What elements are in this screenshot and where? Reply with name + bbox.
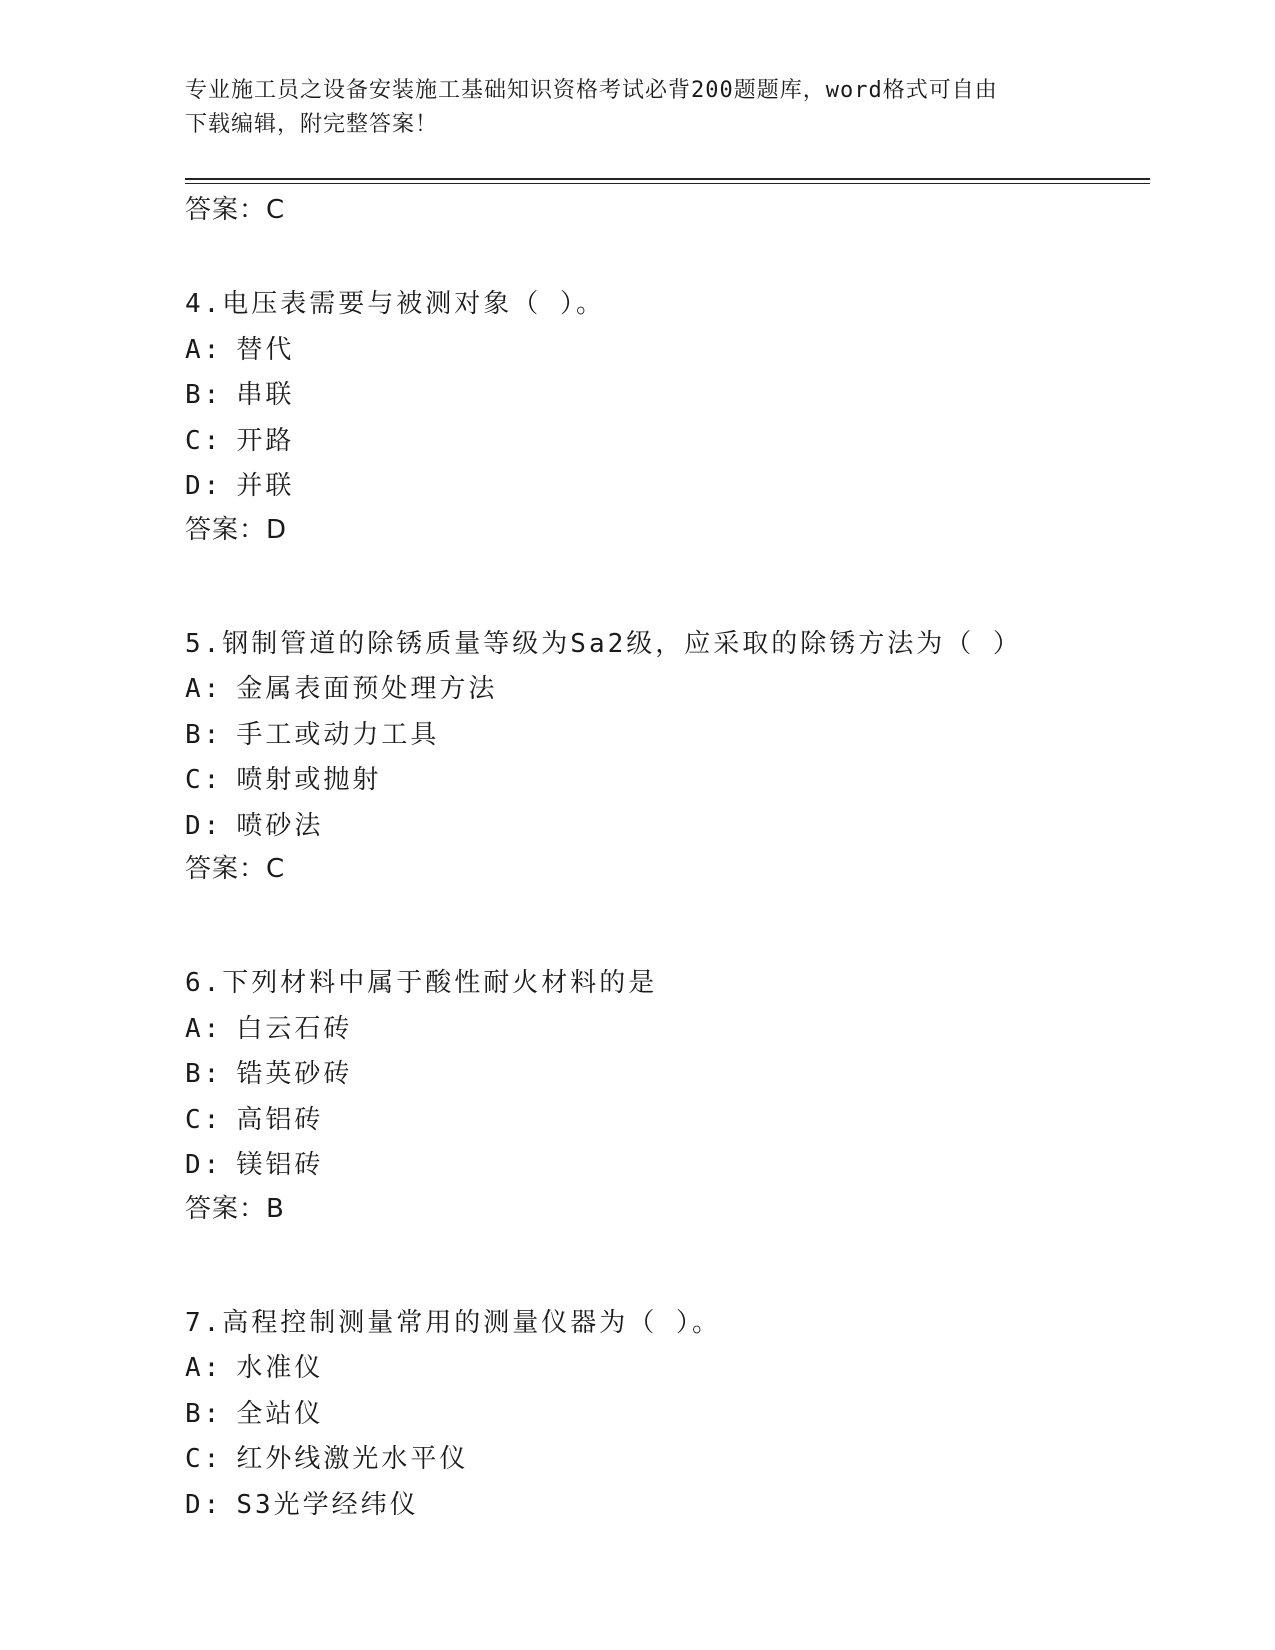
header-divider bbox=[185, 178, 1150, 180]
option-key: A: bbox=[185, 334, 223, 365]
option-text: 水准仪 bbox=[236, 1353, 324, 1383]
option-key: C: bbox=[185, 425, 223, 456]
option-key: D: bbox=[185, 471, 223, 501]
answer-option bbox=[185, 419, 1185, 465]
option-text: 锆英砂砖 bbox=[236, 1059, 353, 1089]
question-stem: 5.钢制管道的除锈质量等级为Sa2级，应采取的除锈方法为（ ） bbox=[185, 628, 1022, 659]
option-text: 并联 bbox=[236, 471, 295, 501]
option-key: A: bbox=[185, 1013, 223, 1044]
answer-option bbox=[185, 1346, 1185, 1392]
option-text: 喷射或抛射 bbox=[236, 765, 382, 795]
answer-option bbox=[185, 1098, 1185, 1144]
answer-line: 答案：C bbox=[185, 854, 286, 884]
answer-line: 答案：B bbox=[185, 1193, 285, 1224]
option-text: 金属表面预处理方法 bbox=[236, 674, 498, 704]
option-key: B: bbox=[185, 719, 223, 750]
option-key: D: bbox=[185, 810, 223, 841]
question-block bbox=[185, 1301, 1185, 1529]
option-key: C: bbox=[185, 1104, 223, 1135]
option-key: A: bbox=[185, 1353, 223, 1383]
option-text: 手工或动力工具 bbox=[236, 719, 440, 750]
answer-option bbox=[185, 1052, 1185, 1098]
answer-option bbox=[185, 1143, 1185, 1189]
option-text: 白云石砖 bbox=[236, 1013, 353, 1044]
answer-option bbox=[185, 1483, 1185, 1529]
option-text: 高铝砖 bbox=[236, 1104, 324, 1135]
answer-option bbox=[185, 667, 1185, 713]
option-key: B: bbox=[185, 1398, 223, 1429]
answer-option bbox=[185, 1007, 1185, 1053]
option-text: 串联 bbox=[236, 380, 295, 410]
answer-option bbox=[185, 758, 1185, 804]
header-line-2: 下载编辑，附完整答案！ bbox=[185, 112, 439, 137]
option-text: 镁铝砖 bbox=[236, 1150, 324, 1180]
answer-option bbox=[185, 464, 1185, 510]
question-block bbox=[185, 282, 1185, 550]
option-key: C: bbox=[185, 1444, 223, 1474]
option-key: D: bbox=[185, 1150, 223, 1180]
option-text: 喷砂法 bbox=[236, 810, 324, 841]
question-block bbox=[185, 622, 1185, 890]
question-stem: 4.电压表需要与被测对象（ ）。 bbox=[185, 289, 605, 319]
answer-line: 答案：C bbox=[185, 195, 286, 225]
answer-option bbox=[185, 373, 1185, 419]
answer-option bbox=[185, 1437, 1185, 1483]
option-key: B: bbox=[185, 380, 223, 410]
question-block bbox=[185, 961, 1185, 1229]
option-key: C: bbox=[185, 765, 223, 795]
question-list bbox=[185, 282, 1185, 1528]
header-line-1: 专业施工员之设备安装施工基础知识资格考试必背200题题库，word格式可自由 bbox=[185, 78, 998, 103]
option-text: 替代 bbox=[236, 334, 295, 365]
option-text: 全站仪 bbox=[236, 1398, 324, 1429]
option-key: B: bbox=[185, 1059, 223, 1089]
option-key: D: bbox=[185, 1489, 223, 1520]
question-stem: 6.下列材料中属于酸性耐火材料的是 bbox=[185, 968, 658, 998]
option-text: S3光学经纬仪 bbox=[236, 1489, 419, 1520]
answer-option bbox=[185, 713, 1185, 759]
answer-line: 答案：D bbox=[185, 514, 288, 545]
option-key: A: bbox=[185, 674, 223, 704]
option-text: 红外线激光水平仪 bbox=[236, 1444, 469, 1474]
header-divider-thin bbox=[185, 183, 1150, 184]
answer-option bbox=[185, 1392, 1185, 1438]
answer-option bbox=[185, 804, 1185, 850]
option-text: 开路 bbox=[236, 425, 295, 456]
answer-option bbox=[185, 328, 1185, 374]
document-header bbox=[185, 74, 1075, 142]
question-stem: 7.高程控制测量常用的测量仪器为（ ）。 bbox=[185, 1307, 721, 1338]
